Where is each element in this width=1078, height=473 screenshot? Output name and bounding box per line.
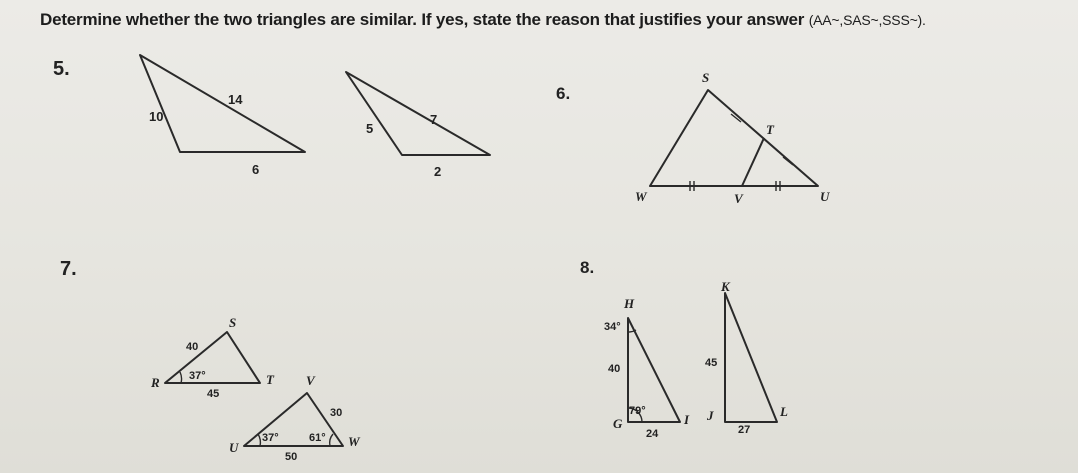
vertex-label: W bbox=[635, 189, 647, 204]
side-label: 24 bbox=[646, 428, 659, 440]
triangle-edges bbox=[725, 293, 777, 422]
problem-7-triangle-1 bbox=[150, 315, 275, 400]
triangle-edges bbox=[140, 55, 305, 152]
side-label: 30 bbox=[330, 407, 343, 419]
problem-5-number: 5. bbox=[53, 58, 70, 80]
side-label: 45 bbox=[207, 388, 220, 400]
angle-label: 61° bbox=[309, 432, 326, 444]
vertex-label: S bbox=[229, 315, 237, 330]
instruction-main: Determine whether the two triangles are similar. If yes, state the reason that justifies your answer bbox=[40, 10, 805, 29]
segment-TV bbox=[742, 138, 764, 186]
side-label: 40 bbox=[186, 341, 199, 353]
problem-8-triangle-2 bbox=[705, 279, 788, 436]
instruction-options: (AA~,SAS~,SSS~). bbox=[808, 12, 926, 28]
angle-label: 34° bbox=[604, 321, 621, 333]
vertex-label: V bbox=[306, 373, 315, 388]
problem-6-number: 6. bbox=[556, 84, 571, 103]
vertex-label: I bbox=[684, 412, 690, 427]
side-label: 50 bbox=[285, 451, 298, 463]
side-label: 5 bbox=[366, 121, 374, 136]
angle-label: 79° bbox=[629, 405, 646, 417]
side-label: 2 bbox=[434, 164, 442, 179]
vertex-label: S bbox=[702, 70, 710, 85]
vertex-label: G bbox=[613, 416, 623, 431]
angle-arc bbox=[258, 434, 260, 446]
vertex-label: K bbox=[721, 279, 730, 294]
side-label: 7 bbox=[430, 112, 438, 127]
side-label: 45 bbox=[705, 357, 718, 369]
problem-5-triangle-1 bbox=[140, 55, 305, 177]
vertex-label: L bbox=[780, 404, 788, 419]
vertex-label: T bbox=[766, 122, 774, 137]
triangle-edges bbox=[165, 332, 260, 383]
triangle-edges bbox=[346, 72, 490, 155]
side-label: 6 bbox=[252, 162, 260, 177]
problem-8-triangle-1 bbox=[604, 296, 690, 440]
angle-label: 37° bbox=[189, 370, 206, 382]
tick-mark bbox=[783, 157, 793, 165]
vertex-label: T bbox=[266, 372, 274, 387]
vertex-label: W bbox=[348, 434, 360, 449]
problem-6-figure bbox=[635, 70, 830, 206]
vertex-label: U bbox=[820, 189, 830, 204]
vertex-label: R bbox=[151, 375, 160, 390]
vertex-label: U bbox=[229, 440, 239, 455]
problem-5-triangle-2 bbox=[346, 72, 490, 179]
side-label: 27 bbox=[738, 424, 751, 436]
vertex-label: V bbox=[734, 191, 743, 206]
outer-triangle bbox=[650, 90, 818, 186]
angle-arc bbox=[330, 434, 333, 446]
side-label: 14 bbox=[228, 92, 243, 107]
side-label: 10 bbox=[149, 109, 164, 124]
vertex-label: H bbox=[624, 296, 635, 311]
angle-arc bbox=[180, 372, 182, 383]
triangle-edges bbox=[244, 393, 343, 446]
problem-7-triangle-2 bbox=[229, 373, 361, 463]
problem-7-number: 7. bbox=[60, 258, 77, 280]
problem-8-number: 8. bbox=[580, 258, 595, 277]
side-label: 40 bbox=[608, 363, 621, 375]
vertex-label: J bbox=[707, 408, 714, 423]
angle-label: 37° bbox=[262, 432, 279, 444]
